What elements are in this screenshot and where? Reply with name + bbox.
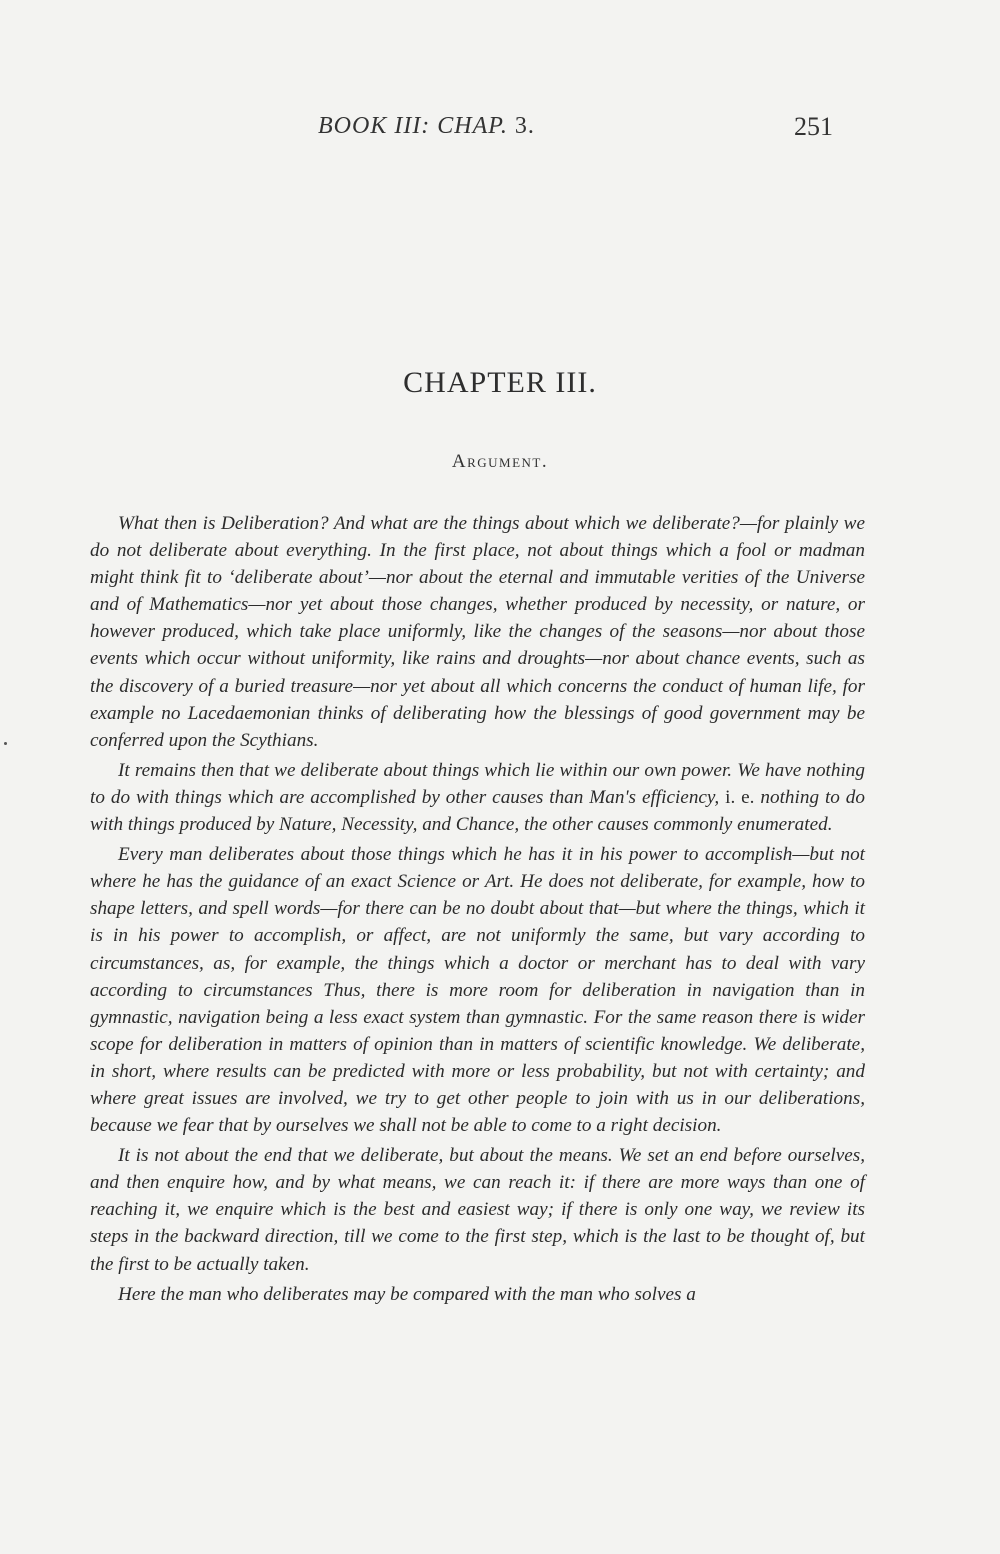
paragraph-1: What then is Deliberation? And what are the things about which we deliberate?—for plainly we do not deliberate about everything. In the first place, not about things which a fool or madman might think fit to ‘deliberate about’—nor about the eternal and immutable verities of the Universe and of Mathematics—nor yet about those changes, whether produced by necessity, or nature, or however produced, which take place uniformly, like the changes of the seasons—nor about those events which occur without uniformity, like rains and droughts—nor about chance events, such as the discovery of a buried treasure—nor yet about all which concerns the conduct of human life, for example no Lacedaemonian thinks of deliberating how the blessings of good government may be conferred upon the Scythians. [90,513,865,751]
paragraph-2 [90,757,865,838]
running-head [318,113,535,140]
paragraph-3: Every man deliberates about those things which he has it in his power to accomplish—but not where he has the guidance of an exact Science or Art. He does not deliberate, for example, how to shape letters, and spell words—for there can be no doubt about that—but where the things, which it is in his power to accomplish, or affect, are not uniformly the same, but vary according to circumstances, as, for example, the things which a doctor or merchant has to deal with vary according to circumstances Thus, there is more room for deliberation in navigation than in gymnastic, navigation being a less exact system than gymnastic. For the same reason there is wider scope for deliberation in matters of opinion than in matters of scientific knowledge. We deliberate, in short, where results can be predicted with more or less probability, but not with certainty; and where great issues are involved, we try to get other people to join with us in our deliberations, because we fear that by ourselves we shall not be able to come to a right decision. [90,844,865,1137]
argument-body [90,510,865,1308]
running-head-chapter-number: 3. [514,113,535,139]
argument-heading: Argument. [451,451,549,472]
running-head-text: BOOK III: CHAP. [318,113,508,139]
margin-speck [4,742,7,745]
page-number: 251 [794,112,833,141]
paragraph-2-ie: i. e. [719,786,761,808]
paragraph-2-part-b: nothing to do with things produced by Nature, Necessity, and Chance, the other causes commonly enumerated. [90,786,865,836]
paragraph-5: Here the man who deliberates may be compared with the man who solves a [118,1283,696,1305]
chapter-title: CHAPTER III. [403,366,597,399]
paragraph-2-part-a: It remains then that we deliberate about things which lie within our own power. We have nothing to do with things which are accomplished by other causes than Man's efficiency, [90,759,865,808]
paragraph-4: It is not about the end that we deliberate, but about the means. We set an end before ourselves, and then enquire how, and by what means, we can reach it: if there are more ways than one of reaching it, we enquire which is the best and easiest way; if there is only one way, we review its steps in the backward direction, till we come to the first step, which is the last to be thought of, but the first to be actually taken. [90,1145,865,1275]
